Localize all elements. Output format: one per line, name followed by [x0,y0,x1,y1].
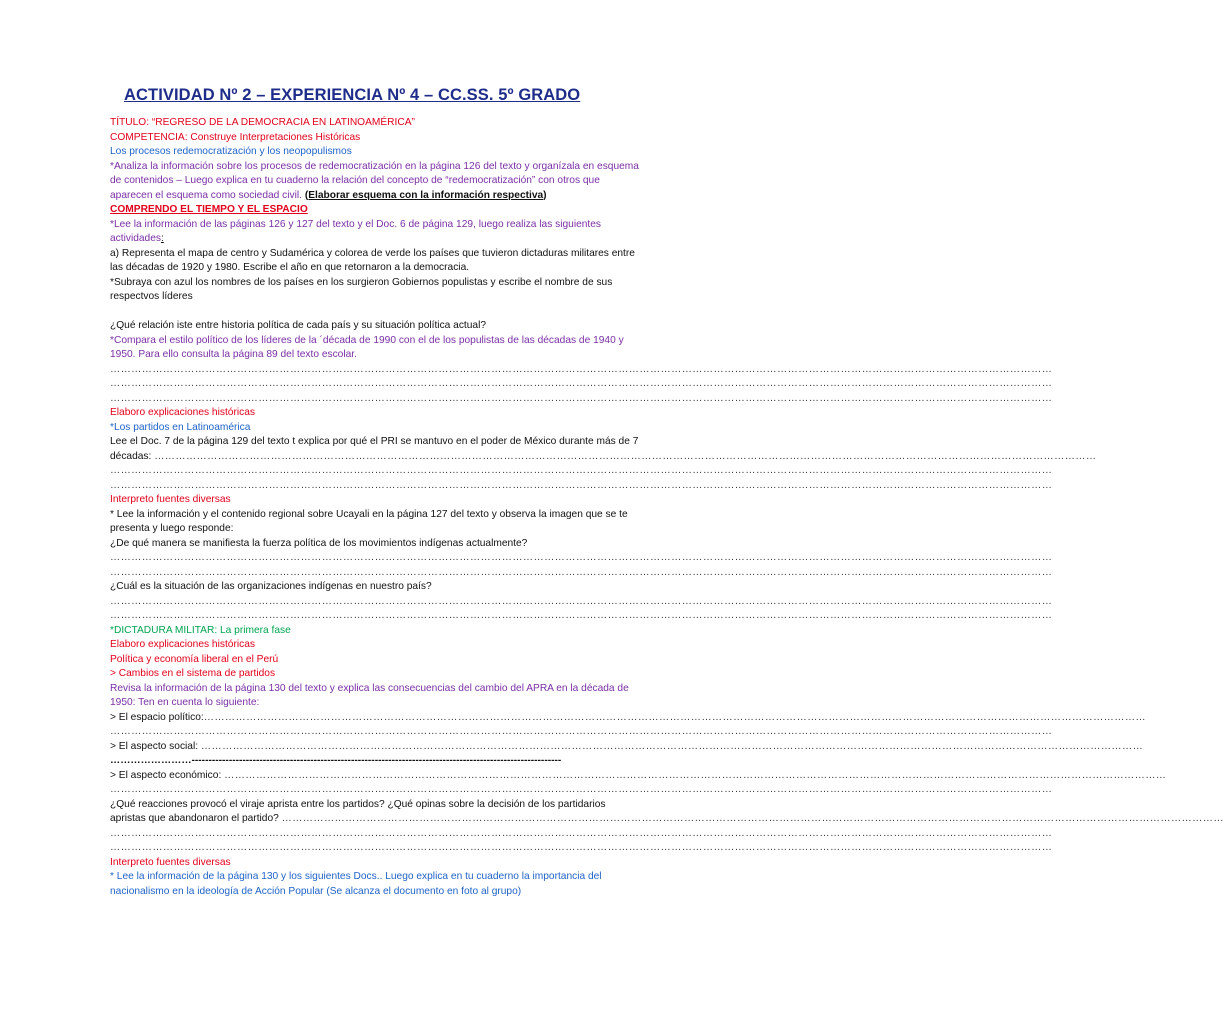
answer-line[interactable]: …………………………………………………………………………………………………………………………………………………………………………………………………………………………………………… [110,552,1053,563]
question-text: décadas: [110,450,155,462]
topic-title: TÍTULO: “REGRESO DE LA DEMOCRACIA EN LATINOAMÉRICA” [110,117,415,128]
answer-label: > El espacio político: [110,711,204,723]
task-line: respectvos líderes [110,291,193,302]
question-line: ¿Qué relación iste entre historia política de cada país y su situación política actual? [110,320,487,331]
section-heading: COMPRENDO EL TIEMPO Y EL ESPACIO [110,204,308,215]
subtopic: *Los partidos en Latinoamérica [110,421,251,433]
section-heading: Elaboro explicaciones históricas [110,639,255,650]
instruction-line: de contenidos – Luego explica en tu cuaderno la relación del concepto de “redemocratización” con otros que [110,175,600,186]
page-title: ACTIVIDAD Nº 2 – EXPERIENCIA Nº 4 – CC.SS. 5º GRADO [124,86,581,104]
answer-line[interactable]: …………………………………………………………………………………………………………………………………………………………………………………………………………………………………………… [110,842,1053,853]
subtopic: Política y economía liberal en el Perú [110,653,279,665]
answer-line[interactable]: …………………………………………………………………………………………………………………………………………………………………………………………………………………………………………… [281,813,1224,824]
competence: COMPETENCIA: Construye Interpretaciones Históricas [110,131,361,143]
subtopic: Los procesos redemocratización y los neopopulismos [110,146,352,157]
question-line: ¿De qué manera se manifiesta la fuerza política de los movimientos indígenas actualmente? [110,537,528,549]
instruction-line [110,232,658,247]
question-line: Lee el Doc. 7 de la página 129 del texto t explica por qué el PRI se mantuvo en el poder de México durante más de 7 [110,436,639,447]
answer-line[interactable]: …………………………………………………………………………………………………………………………………………………………………………………………………………………………………………… [154,450,1097,462]
answer-label: > El aspecto social: [110,740,201,752]
answer-prompt [110,740,1144,755]
instruction-line: *Compara el estilo político de los líderes de la ´década de 1990 con el de los populistas de las décadas de 1940 y [110,334,624,346]
section-heading: Interpreto fuentes diversas [110,856,231,868]
instruction-line [110,189,658,204]
instruction-line: *Lee la información de las páginas 126 y 127 del texto y el Doc. 6 de página 129, luego realiza las siguientes [110,218,602,230]
instruction-line: * Lee la información de la página 130 y los siguientes Docs.. Luego explica en tu cuaderno la importancia del [110,871,602,882]
answer-label: > El aspecto económico: [110,769,225,781]
answer-line[interactable]: …………………………………………………………………………………………………………………………………………………………………………………………………………………………………………… [203,711,1147,723]
answer-line[interactable]: …………………………………………………………………………………………………………………………………………………………………………………………………………………………………………… [110,726,1053,737]
answer-line[interactable]: …………………………………………………………………………………………………………………………………………………………………………………………………………………………………………… [110,827,1053,839]
instruction-text: aparecen el esquema como sociedad civil. [110,189,305,201]
answer-line[interactable]: …………………………………………………………………………………………………………………………………………………………………………………………………………………………………………… [200,740,1144,752]
separator-line: ……………………------------------------------------------------------------------------------------------------------------- [110,755,562,766]
answer-line[interactable]: …………………………………………………………………………………………………………………………………………………………………………………………………………………………………………… [110,610,1053,621]
worksheet-body [110,116,1224,899]
answer-line[interactable]: …………………………………………………………………………………………………………………………………………………………………………………………………………………………………………… [110,784,1053,795]
question-line: ¿Cuál es la situación de las organizaciones indígenas en nuestro país? [110,581,432,592]
instruction-line: 1950: Ten en cuenta lo siguiente: [110,697,260,708]
instruction-line: Revisa la información de la página 130 del texto y explica las consecuencias del cambio del APRA en la década de [110,682,629,694]
task-line: * Lee la información y el contenido regional sobre Ucayali en la página 127 del texto y observa la imagen que se te [110,508,628,520]
question-line [110,450,1097,465]
subtopic: > Cambios en el sistema de partidos [110,668,276,679]
task-line: *Subraya con azul los nombres de los países en los surgieron Gobiernos populistas y escribe el nombre de sus [110,276,613,288]
answer-line[interactable]: …………………………………………………………………………………………………………………………………………………………………………………………………………………………………………… [224,769,1167,781]
section-heading: *DICTADURA MILITAR: La primera fase [110,624,291,636]
instruction-line: 1950. Para ello consulta la página 89 del texto escolar. [110,349,357,360]
section-heading: Elaboro explicaciones históricas [110,407,255,418]
answer-line[interactable]: …………………………………………………………………………………………………………………………………………………………………………………………………………………………………………… [110,465,1053,476]
section-heading: Interpreto fuentes diversas [110,494,231,505]
question-line: ¿Qué reacciones provocó el viraje aprista entre los partidos? ¿Qué opinas sobre la decisión de los partidarios [110,798,606,810]
task-line: a) Representa el mapa de centro y Sudamérica y colorea de verde los países que tuvieron dictaduras militares entre [110,247,635,259]
answer-line[interactable]: …………………………………………………………………………………………………………………………………………………………………………………………………………………………………………… [110,378,1053,389]
task-line: presenta y luego responde: [110,523,234,534]
instruction-line: nacionalismo en la ideología de Acción Popular (Se alcanza el documento en foto al grupo) [110,885,522,897]
question-text: apristas que abandonaron el partido? [110,813,282,824]
answer-line[interactable]: …………………………………………………………………………………………………………………………………………………………………………………………………………………………………………… [110,479,1053,491]
answer-line[interactable]: …………………………………………………………………………………………………………………………………………………………………………………………………………………………………………… [110,392,1053,404]
instruction-note: (Elaborar esquema con la información respectiva) [304,189,547,201]
instruction-line: *Analiza la información sobre los procesos de redemocratización en la página 126 del texto y organízala en esquema [110,160,639,172]
question-line [110,812,1224,827]
colon-mark: : [160,233,164,244]
answer-line[interactable]: …………………………………………………………………………………………………………………………………………………………………………………………………………………………………………… [110,566,1053,578]
task-line: las décadas de 1920 y 1980. Escribe el año en que retornaron a la democracia. [110,262,470,273]
answer-prompt [110,711,1147,726]
answer-line[interactable]: …………………………………………………………………………………………………………………………………………………………………………………………………………………………………………… [110,363,1053,375]
instruction-text: actividades [110,233,161,244]
answer-line[interactable]: …………………………………………………………………………………………………………………………………………………………………………………………………………………………………………… [110,595,1053,607]
answer-prompt [110,769,1167,784]
